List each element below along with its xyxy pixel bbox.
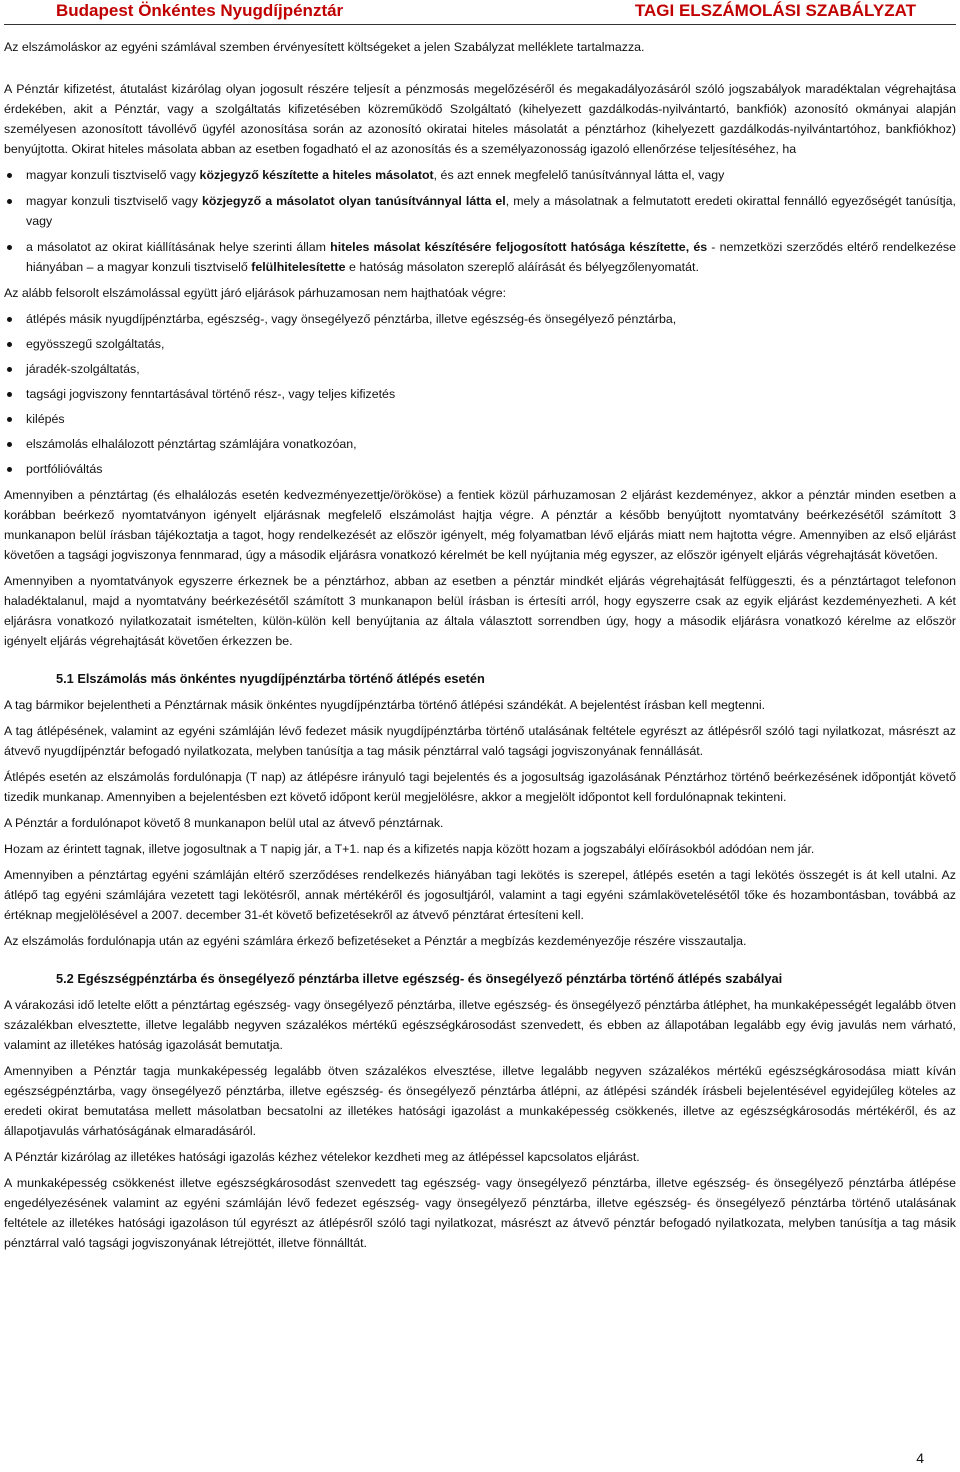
paragraph: Átlépés esetén az elszámolás fordulónapja (T nap) az átlépésre irányuló tagi bejelentés és a jogosultság igazolásának Pénztárhoz történő beérkezésének időpontját követő tizedik munkanap. Amennyiben a bejelentésben ezt követő időpont kerül megjelölésre, akkor a megjelölt időpontot kell fordulónapnak tekinteni.: [4, 770, 956, 804]
list-item: magyar konzuli tisztviselő vagy közjegyző a másolatot olyan tanúsítvánnyal látta el, mely a másolatnak a felmutatott eredeti okirattal fennálló egyezőségét tanúsítja, vagy: [4, 191, 956, 231]
page-content: [0, 25, 960, 1253]
paragraph: Az alább felsorolt elszámolással együtt járó eljárások párhuzamosan nem hajthatóak végre:: [4, 286, 507, 300]
header-org-rest: Önkéntes Nyugdíjpénztár: [133, 1, 344, 20]
page-header: [4, 0, 956, 25]
paragraph: Az elszámoláskor az egyéni számlával szemben érvényesített költségeket a jelen Szabályzat melléklete tartalmazza.: [4, 40, 645, 54]
section-heading-5-1: 5.1 Elszámolás más önkéntes nyugdíjpénztárba történő átlépés esetén: [56, 671, 485, 686]
list-item: portfólióváltás: [4, 459, 956, 479]
list-item: egyösszegű szolgáltatás,: [4, 334, 956, 354]
list-item: a másolatot az okirat kiállításának helye szerinti állam hiteles másolat készítésére feljogosított hatósága készítette, és - nemzetközi szerződés eltérő rendelkezése hiányában – a magyar konzuli tisztviselő felülhitelesítette e hatóság másolaton szereplő aláírását és bélyegzőlenyomatát.: [4, 237, 956, 277]
paragraph: Az elszámolás fordulónapja után az egyéni számlára érkező befizetéseket a Pénztár a megbízás kezdeményezője részére visszautalja.: [4, 934, 747, 948]
certification-list: [4, 165, 956, 277]
paragraph: A várakozási idő letelte előtt a pénztártag egészség- vagy önsegélyező pénztárba, illetve egészség- és önsegélyező pénztárba átléphet, ha munkaképességét legalább ötven százalékban elvesztette, illetve legalább negyven százalékos mértékű egészségkárosodást szenvedett, és ebben az állapotában legalább egy évig javulás nem várható, valamint az illetékes hatóság igazolását bemutatja.: [4, 998, 956, 1052]
page-number: 4: [916, 1450, 924, 1466]
list-item: kilépés: [4, 409, 956, 429]
header-org-bold: Budapest: [56, 1, 134, 20]
list-item: elszámolás elhalálozott pénztártag számlájára vonatkozóan,: [4, 434, 956, 454]
paragraph: A Pénztár kizárólag az illetékes hatósági igazolás kézhez vételekor kezdheti meg az átlépéssel kapcsolatos eljárást.: [4, 1150, 640, 1164]
list-item: magyar konzuli tisztviselő vagy közjegyző készítette a hiteles másolatot, és azt ennek megfelelő tanúsítvánnyal látta el, vagy: [4, 165, 956, 185]
paragraph: Amennyiben a pénztártag egyéni számláján eltérő szerződéses rendelkezés hiányában tagi lekötés is szerepel, átlépés esetén a tagi lekötés összegét is át kell utalni. Az átlépő tag egyéni számlájára vezetett tagi lekötésről, annak mértékéről és jogosultjáról, valamint a tagi egyéni számlakövetelésétől tőke és hozambontásban, továbbá az értéknap megjelölésével a 2007. december 31-ét követő befizetésekről az átvevő pénztárat értesíteni kell.: [4, 868, 956, 922]
paragraph: A tag bármikor bejelentheti a Pénztárnak másik önkéntes nyugdíjpénztárba történő átlépési szándékát. A bejelentést írásban kell megtenni.: [4, 698, 766, 712]
paragraph: A tag átlépésének, valamint az egyéni számláján lévő fedezet másik nyugdíjpénztárba történő utalásának feltétele egyrészt az átlépésről szóló tagi nyilatkozat, másrészt az átvevő nyugdíjpénztár befogadó nyilatkozata, melyben tanúsítja a tag másik pénztárral való tagsági jogviszonyának fennállását.: [4, 724, 956, 758]
paragraph: A Pénztár a fordulónapot követő 8 munkanapon belül utal az átvevő pénztárnak.: [4, 816, 444, 830]
paragraph: Amennyiben a pénztártag (és elhalálozás esetén kedvezményezettje/örököse) a fentiek közül párhuzamosan 2 eljárást kezdeményez, akkor a pénztár minden esetben a korábban beérkező nyomtatványon igényelt eljárásnak megfelelő elszámolást hajtja végre. A pénztár a később benyújtott nyomtatvány beérkezésétől számított 3 munkanapon belül írásban tájékoztatja a tagot, hogy rendelkezését az először igényelt, még folyamatban lévő eljárás miatt nem hajtotta végre. Amennyiben az első eljárást követően a tagsági jogviszonya fennmarad, úgy a második eljárásra vonatkozó kérelmét be kell nyújtania még egyszer, az először igényelt eljárás végrehajtását követően.: [4, 488, 956, 562]
paragraph: Amennyiben a nyomtatványok egyszerre érkeznek be a pénztárhoz, abban az esetben a pénztár mindkét eljárás végrehajtását felfüggeszti, és a pénztártagot telefonon haladéktalanul, majd a nyomtatvány beérkezésétől számított 3 munkanapon belül írásban is értesíti arról, hogy egyszerre csak az egyik eljárást kezdeményezheti. A két eljárásra vonatkozó nyilatkozatait ismételten, külön-külön kell benyújtania az általa választott sorrendben úgy, hogy a második eljárásra vonatkozó kérelme az először igényelt eljárás végrehajtását követően érkezzen be.: [4, 574, 956, 648]
paragraph: A Pénztár kifizetést, átutalást kizárólag olyan jogosult részére teljesít a pénzmosás megelőzéséről és megakadályozásáról szóló jogszabályok maradéktalan végrehajtása érdekében, akit a Pénztár, vagy a szolgáltatás kifizetésében közreműködő Szolgáltató (kihelyezett gazdálkodás-nyilvántartó, bankfiók) azonosító okmányai alapján személyesen azonosított távollévő ügyfél azonosítása során az azonosító okiratai hiteles másolatát a pénztárhoz (kihelyezett gazdálkodás-nyilvántartóhoz, bankfiókhoz) benyújtotta. Okirat hiteles másolata abban az esetben fogadható el az azonosítás és a személyazonosság igazoló ellenőrzése teljesítéséhez, ha: [4, 82, 956, 156]
paragraph: A munkaképesség csökkenést illetve egészségkárosodást szenvedett tag egészség- vagy önsegélyező pénztárba, illetve egészség- és önsegélyező pénztárba átlépése engedélyezésének valamint az egyéni számláján lévő fedezet egészség- vagy önsegélyező pénztárba, illetve egészség- és önsegélyező pénztárba történő utalásának feltétele az illetékes hatósági igazoláson túl egyrészt az átlépésről szóló tagi nyilatkozat, másrészt az átvevő pénztár befogadó nyilatkozata, melyben tanúsítja a tag másik pénztárral való tagsági jogviszonyának létrejöttét, illetve fönnálltát.: [4, 1176, 956, 1250]
procedure-list: [4, 309, 956, 479]
list-item: átlépés másik nyugdíjpénztárba, egészség-, vagy önsegélyező pénztárba, illetve egészség-és önsegélyező pénztárba,: [4, 309, 956, 329]
section-heading-5-2: 5.2 Egészségpénztárba és önsegélyező pénztárba illetve egészség- és önsegélyező pénztárba történő átlépés szabályai: [56, 971, 783, 986]
list-item: tagsági jogviszony fenntartásával történő rész-, vagy teljes kifizetés: [4, 384, 956, 404]
list-item: járadék-szolgáltatás,: [4, 359, 956, 379]
header-doc-title: TAGI ELSZÁMOLÁSI SZABÁLYZAT: [634, 1, 916, 20]
paragraph: Hozam az érintett tagnak, illetve jogosultnak a T napig jár, a T+1. nap és a kifizetés napja között hozam a jogszabályi előírásokból adódóan nem jár.: [4, 842, 815, 856]
header-org-name: [56, 0, 343, 22]
paragraph: Amennyiben a Pénztár tagja munkaképesség legalább ötven százalékos elvesztése, illetve legalább negyven százalékos mértékű egészségkárosodása miatt kíván egészségpénztárba, vagy önsegélyező pénztárba, illetve egészség- és önsegélyező pénztárba átlépni, az átlépési szándék írásbeli bejelentésével egyidejűleg köteles az eredeti okirat bemutatása mellett másolatban becsatolni az illetékes hatósági igazolást a munkaképesség csökkenés, illetve az egészségkárosodás mértékéről, és az állapotjavulás várhatóságának elmaradásáról.: [4, 1064, 956, 1138]
